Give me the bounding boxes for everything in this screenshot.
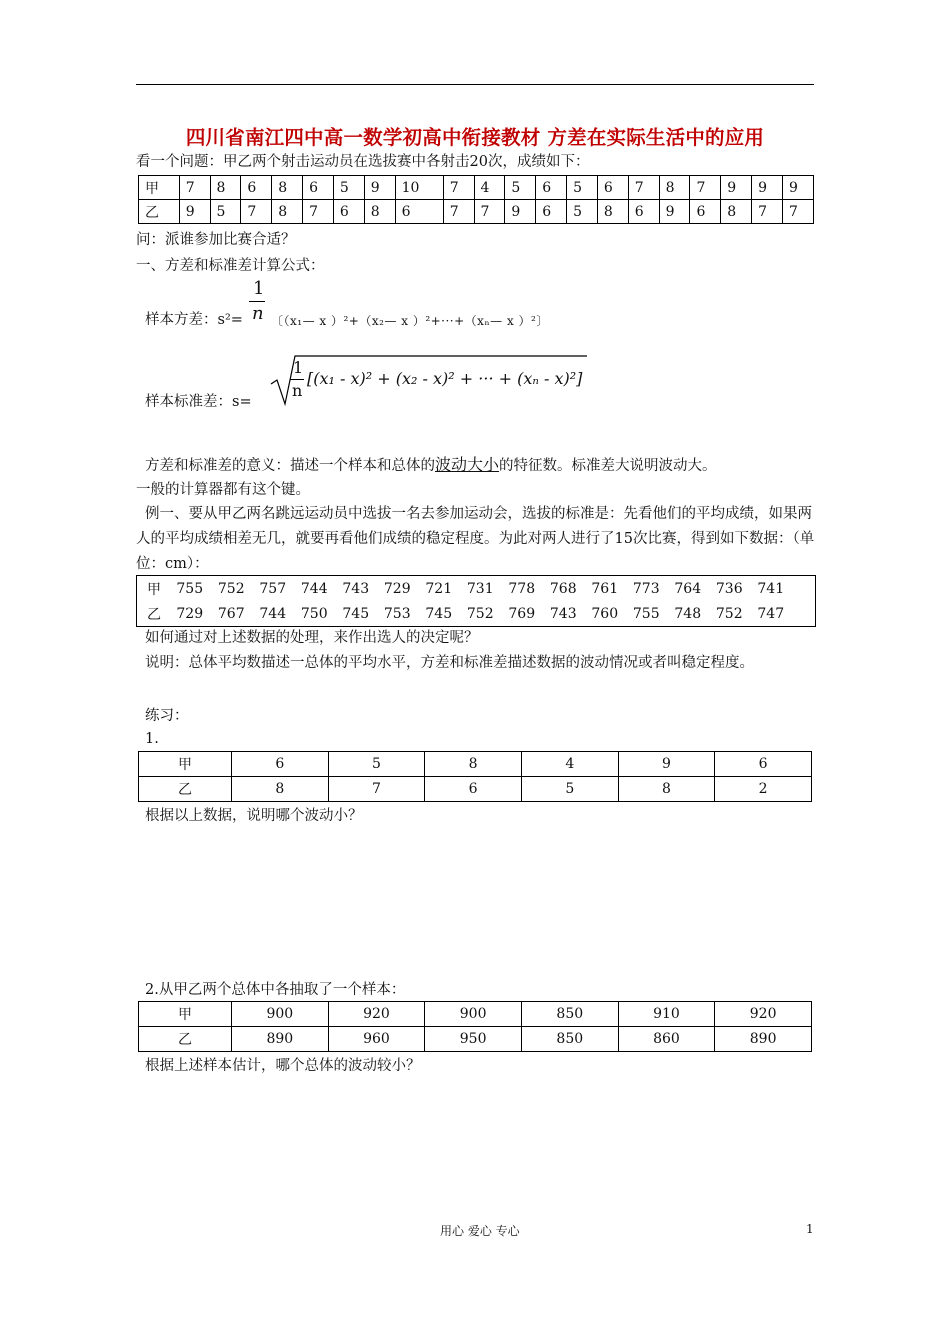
table-cell: 755 <box>632 605 660 622</box>
row-label: 乙 <box>139 200 180 224</box>
table-cell: 6 <box>333 200 364 224</box>
std-frac-den: n <box>292 381 303 400</box>
table-cell: 6 <box>425 777 522 802</box>
variance-formula <box>145 278 605 338</box>
table-cell: 7 <box>628 176 659 200</box>
table-cell: 731 <box>466 580 494 597</box>
row-label: 甲 <box>139 1002 232 1027</box>
table-cell: 760 <box>591 605 619 622</box>
table-cell: 8 <box>425 752 522 777</box>
table-cell: 10 <box>395 176 443 200</box>
meaning-emphasis: 波动大小 <box>435 455 500 474</box>
table-cell: 748 <box>674 605 702 622</box>
table-cell: 6 <box>303 176 334 200</box>
table-cell: 900 <box>425 1002 522 1027</box>
practice2-table <box>138 1001 812 1052</box>
table-cell: 5 <box>567 200 598 224</box>
table-cell: 8 <box>618 777 715 802</box>
table-cell: 753 <box>383 605 411 622</box>
table-cell: 5 <box>567 176 598 200</box>
table-cell: 5 <box>505 176 536 200</box>
table-cell: 900 <box>232 1002 329 1027</box>
table-cell: 761 <box>591 580 619 597</box>
example-text: 例一、要从甲乙两名跳远运动员中选拔一名去参加运动会，选拔的标准是：先看他们的平均成绩，如果两人的平均成绩相差无几，就要再看他们成绩的稳定程度。为此对两人进行了15次比赛，得到如下数据：（单位：cm）： <box>136 506 815 572</box>
table-cell: 745 <box>425 605 453 622</box>
table-cell: 6 <box>536 176 567 200</box>
practice2-question: 根据上述样本估计，哪个总体的波动较小？ <box>145 1058 421 1074</box>
table-cell: 9 <box>659 200 690 224</box>
table-cell: 8 <box>597 200 628 224</box>
table-cell: 8 <box>364 200 395 224</box>
table-cell: 860 <box>618 1027 715 1052</box>
table-cell: 7 <box>474 200 505 224</box>
table-cell: 7 <box>443 176 474 200</box>
table-cell: 5 <box>521 777 618 802</box>
row-label: 乙 <box>139 1027 232 1052</box>
table-cell: 768 <box>549 580 577 597</box>
table-cell: 8 <box>659 176 690 200</box>
table-cell: 920 <box>328 1002 425 1027</box>
row-label: 甲 <box>139 176 180 200</box>
table-cell: 890 <box>232 1027 329 1052</box>
table-cell: 9 <box>721 176 752 200</box>
table-cell: 7 <box>690 176 721 200</box>
table-cell: 960 <box>328 1027 425 1052</box>
table-cell: 9 <box>179 200 210 224</box>
table-cell: 7 <box>782 200 813 224</box>
variance-body: 〔（x₁— x ）²+（x₂— x ）²+···+（xₙ— x ）²〕 <box>271 314 549 328</box>
table-cell: 8 <box>232 777 329 802</box>
table-cell: 6 <box>395 200 443 224</box>
row-label: 甲 <box>147 581 161 598</box>
table-cell: 8 <box>272 176 303 200</box>
table-cell: 910 <box>618 1002 715 1027</box>
table-row <box>139 752 812 777</box>
table-cell: 767 <box>217 605 245 622</box>
intro-text: 看一个问题：甲乙两个射击运动员在选拔赛中各射击20次，成绩如下： <box>136 154 590 170</box>
variance-label: 样本方差：s²= <box>145 312 243 328</box>
table-cell: 6 <box>690 200 721 224</box>
row-label: 乙 <box>147 606 161 623</box>
std-frac-num: 1 <box>293 358 304 377</box>
practice1-number: 1. <box>145 731 159 747</box>
table-cell: 9 <box>364 176 395 200</box>
table-cell: 850 <box>521 1002 618 1027</box>
table-cell: 744 <box>300 580 328 597</box>
meaning-line <box>145 455 717 476</box>
table-cell: 757 <box>259 580 287 597</box>
shooting-table <box>138 175 814 224</box>
table-cell: 755 <box>176 580 204 597</box>
table-cell: 890 <box>715 1027 812 1052</box>
std-label: 样本标准差：s= <box>145 394 252 410</box>
table-cell: 6 <box>628 200 659 224</box>
table-cell: 7 <box>443 200 474 224</box>
std-frac-bar <box>290 379 304 380</box>
table-cell: 9 <box>752 176 783 200</box>
page-title: 四川省南江四中高一数学初高中衔接教材 方差在实际生活中的应用 <box>185 126 765 149</box>
table-cell: 729 <box>176 605 204 622</box>
practice2-intro: 2.从甲乙两个总体中各抽取了一个样本： <box>145 982 406 998</box>
table-cell: 7 <box>241 200 272 224</box>
table-cell: 850 <box>521 1027 618 1052</box>
table-cell: 6 <box>536 200 567 224</box>
table-cell: 5 <box>210 200 241 224</box>
meaning-prefix: 方差和标准差的意义：描述一个样本和总体的 <box>145 458 435 474</box>
table-row <box>139 777 812 802</box>
table-cell: 743 <box>342 580 370 597</box>
table-cell: 2 <box>715 777 812 802</box>
footer-text: 用心 爱心 专心 <box>440 1224 520 1238</box>
page-number: 1 <box>806 1222 814 1236</box>
section-heading: 一、方差和标准差计算公式： <box>136 258 325 274</box>
table-cell: 741 <box>757 580 785 597</box>
table-row <box>137 601 815 626</box>
table-cell: 6 <box>715 752 812 777</box>
table-cell: 920 <box>715 1002 812 1027</box>
table-cell: 752 <box>715 605 743 622</box>
table-cell: 6 <box>232 752 329 777</box>
table-cell: 8 <box>721 200 752 224</box>
table-cell: 747 <box>757 605 785 622</box>
table-cell: 5 <box>328 752 425 777</box>
table-cell: 769 <box>508 605 536 622</box>
table-cell: 736 <box>715 580 743 597</box>
jump-table <box>136 575 816 627</box>
table-cell: 9 <box>505 200 536 224</box>
table-row <box>139 1027 812 1052</box>
table-cell: 729 <box>383 580 411 597</box>
table-cell: 8 <box>210 176 241 200</box>
row-label: 乙 <box>139 777 232 802</box>
table-cell: 6 <box>597 176 628 200</box>
table-row <box>139 1002 812 1027</box>
table-cell: 745 <box>342 605 370 622</box>
table-cell: 4 <box>521 752 618 777</box>
question-text: 问：派谁参加比赛合适？ <box>136 232 296 248</box>
table-row <box>139 200 814 224</box>
practice1-question: 根据以上数据，说明哪个波动小？ <box>145 808 363 824</box>
table-cell: 721 <box>425 580 453 597</box>
table-cell: 9 <box>782 176 813 200</box>
table-cell: 764 <box>674 580 702 597</box>
table-cell: 950 <box>425 1027 522 1052</box>
variance-frac-num: 1 <box>253 278 265 299</box>
practice-heading: 练习： <box>145 708 189 724</box>
practice1-table <box>138 751 812 802</box>
table-cell: 752 <box>217 580 245 597</box>
table-row <box>137 576 815 601</box>
table-cell: 7 <box>179 176 210 200</box>
table-cell: 7 <box>328 777 425 802</box>
table-cell: 778 <box>508 580 536 597</box>
variance-frac-den: n <box>252 303 264 324</box>
table-cell: 5 <box>333 176 364 200</box>
std-formula <box>145 350 605 410</box>
table-cell: 6 <box>241 176 272 200</box>
table-cell: 743 <box>549 605 577 622</box>
table-cell: 8 <box>272 200 303 224</box>
meaning-suffix: 的特征数。标准差大说明波动大。 <box>499 458 717 474</box>
table-cell: 773 <box>632 580 660 597</box>
question2-text: 如何通过对上述数据的处理，来作出选人的决定呢？ <box>145 630 479 646</box>
header-rule <box>136 84 814 85</box>
table-cell: 744 <box>259 605 287 622</box>
table-row <box>139 176 814 200</box>
row-label: 甲 <box>139 752 232 777</box>
meaning-line2: 一般的计算器都有这个键。 <box>136 482 310 498</box>
table-cell: 4 <box>474 176 505 200</box>
std-body: [(x₁ - x)² + (x₂ - x)² + ··· + (xₙ - x)²] <box>307 369 583 388</box>
table-cell: 750 <box>300 605 328 622</box>
table-cell: 9 <box>618 752 715 777</box>
explain-text: 说明：总体平均数描述一总体的平均水平，方差和标准差描述数据的波动情况或者叫稳定程度。 <box>145 655 754 671</box>
variance-frac-bar <box>249 301 265 302</box>
table-cell: 7 <box>752 200 783 224</box>
table-cell: 752 <box>466 605 494 622</box>
table-cell: 7 <box>303 200 334 224</box>
